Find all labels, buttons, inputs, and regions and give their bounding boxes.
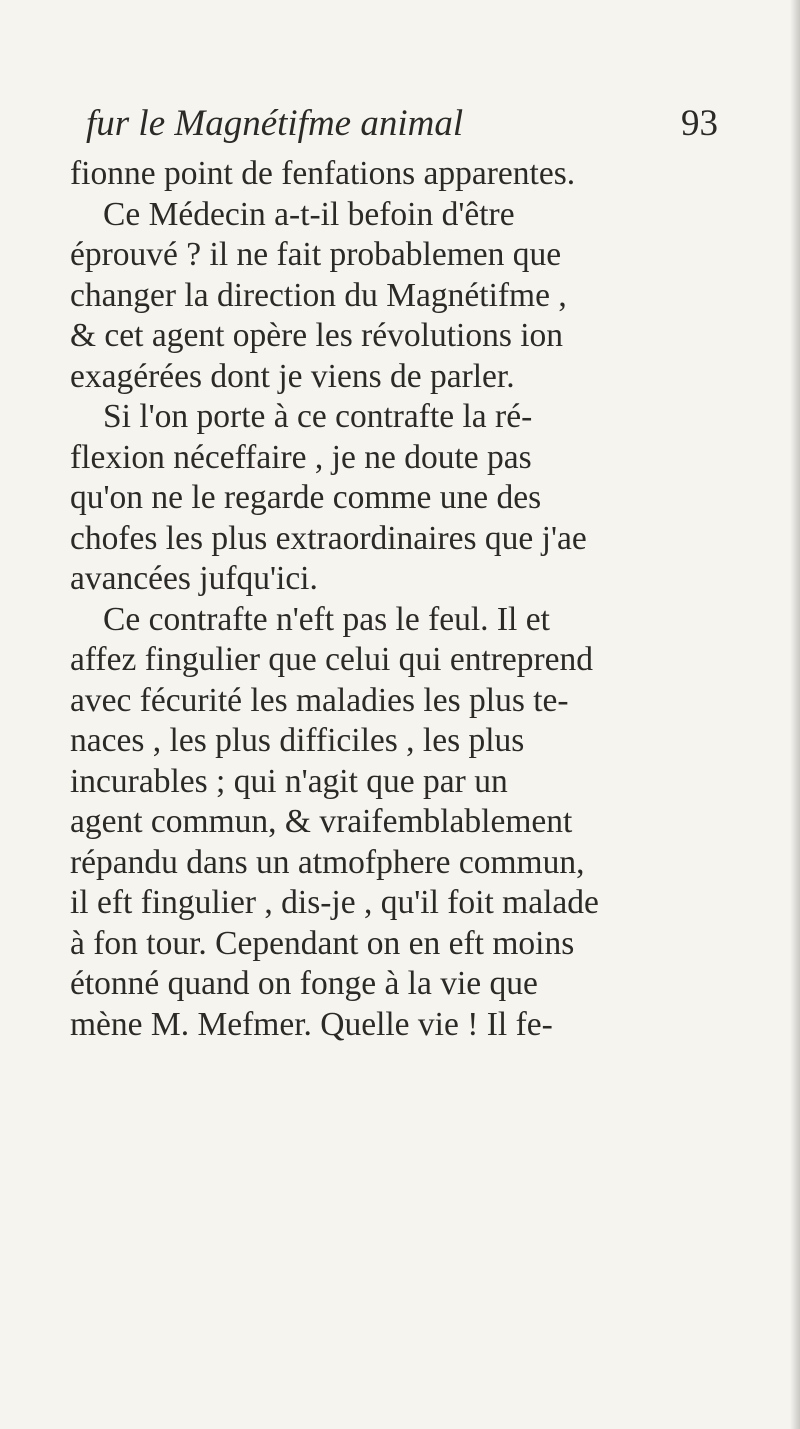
page-edge-shadow (790, 0, 800, 1429)
text-line: incurables ; qui n'agit que par un (70, 762, 508, 800)
running-title: fur le Magnétifme animal (86, 103, 464, 144)
text-line: Ce Médecin a-t-il befoin d'être (103, 195, 515, 233)
text-line: & cet agent opère les révolutions ion (70, 317, 564, 354)
text-line: agent commun, & vraifemblablement (70, 803, 573, 840)
text-line: mène M. Mefmer. Quelle vie ! Il fe- (70, 1005, 553, 1043)
text-line: il eft fingulier , dis-je , qu'il foit malade (70, 884, 599, 921)
text-line: avancées jufqu'ici. (70, 560, 318, 597)
text-line: Ce contrafte n'eft pas le feul. Il et (103, 600, 550, 638)
text-line: flexion néceffaire , je ne doute pas (70, 438, 532, 476)
text-line: affez fingulier que celui qui entreprend (70, 641, 594, 678)
text-line: qu'on ne le regarde comme une des (70, 479, 542, 516)
text-line: chofes les plus extraordinaires que j'ae (70, 519, 587, 557)
text-line: Si l'on porte à ce contrafte la ré- (103, 398, 533, 435)
text-line: naces , les plus difficiles , les plus (70, 722, 525, 759)
text-line: répandu dans un atmofphere commun, (70, 843, 585, 881)
text-line: à fon tour. Cependant on en eft moins (70, 924, 575, 962)
text-line: éprouvé ? il ne fait probablemen que (70, 236, 562, 273)
text-line: fionne point de fenfations apparentes. (70, 155, 576, 192)
text-line: étonné quand on fonge à la vie que (70, 965, 538, 1002)
text-line: exagérées dont je viens de parler. (70, 357, 515, 395)
text-line: changer la direction du Magnétifme , (70, 276, 567, 314)
page-number: 93 (681, 103, 718, 144)
body-text (70, 154, 730, 1045)
text-line: avec fécurité les maladies les plus te- (70, 681, 569, 719)
running-head (86, 99, 718, 149)
